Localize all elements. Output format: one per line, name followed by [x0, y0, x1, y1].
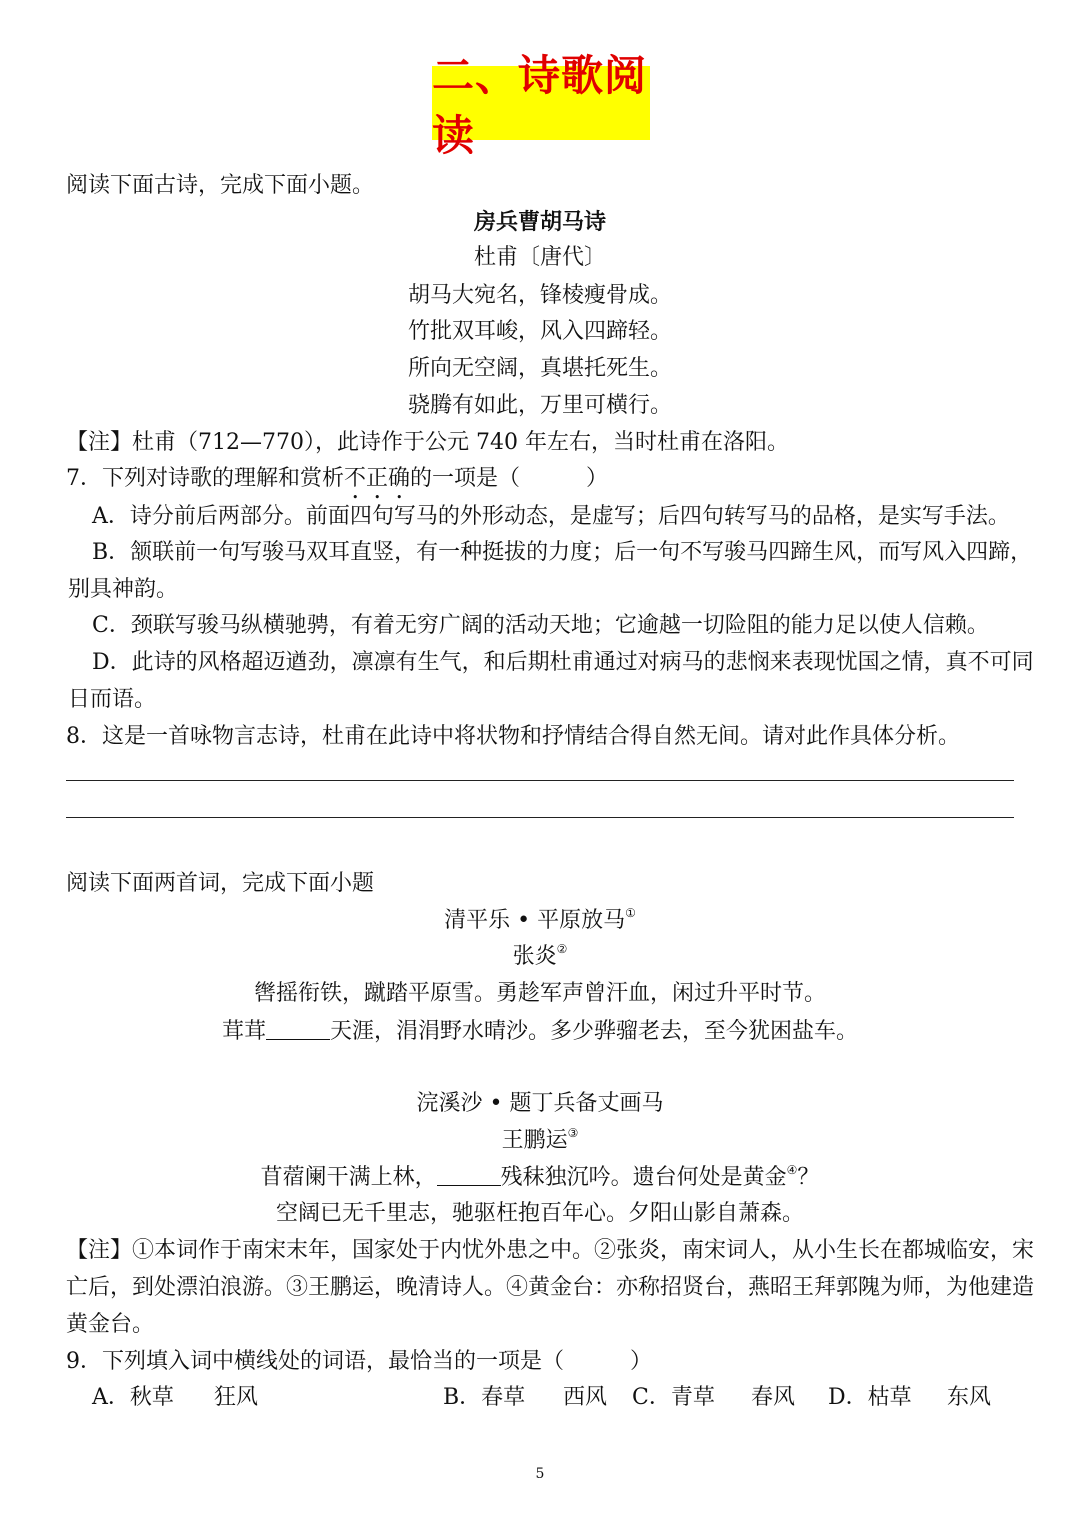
- answer-line: [66, 817, 1014, 818]
- ci-note-continued: 黄金台。: [66, 1312, 155, 1337]
- poem-author: 杜甫〔唐代〕: [473, 245, 606, 270]
- ci1-line: [0, 1017, 1080, 1047]
- choice-c-label: C．青草: [632, 1385, 715, 1410]
- page-number: 5: [535, 1466, 545, 1482]
- option-d-continued: 日而语。: [68, 687, 157, 712]
- question-7-stem-tail: 的一项是（ ）: [410, 466, 609, 491]
- choice-b-word: 西风: [563, 1385, 608, 1410]
- ci1-line: 辔摇衔铁，蹴踏平原雪。勇趁军声曾汗血，闲过升平时节。: [253, 981, 826, 1006]
- footnote-mark: ④: [786, 1163, 798, 1177]
- ci-note-continued: 亡后，到处漂泊浪游。③王鹏运，晚清诗人。④黄金台：亦称招贤台，燕昭王拜郭隗为师，为他建造: [66, 1275, 1035, 1300]
- poem-line: 骁腾有如此，万里可横行。: [407, 393, 672, 418]
- choice-c-word: 春风: [751, 1385, 796, 1410]
- choice-a-word: 狂风: [214, 1385, 259, 1410]
- option-c: C．颈联写骏马纵横驰骋，有着无穷广阔的活动天地；它逾越一切险阻的能力足以使人信赖。: [92, 613, 989, 638]
- option-b: B．颔联前一句写骏马双耳直竖，有一种挺拔的力度；后一句不写骏马四蹄生风，而写风入四蹄，: [92, 540, 1033, 565]
- footnote-mark: ②: [556, 942, 568, 956]
- part1-instruction: 阅读下面古诗，完成下面小题。: [66, 173, 375, 198]
- section-title-banner: [432, 51, 650, 160]
- ci2-line-end: ？: [797, 1165, 820, 1190]
- ci2-line-start: 苜蓿阑干满上林，: [260, 1165, 437, 1190]
- poem-title: 房兵曹胡马诗: [473, 209, 606, 235]
- poem-line: 竹批双耳峻，风入四蹄轻。: [407, 319, 672, 344]
- footnote-mark: ①: [625, 906, 636, 920]
- emphasis-text: 不正确: [344, 466, 411, 491]
- question-8: 8．这是一首咏物言志诗，杜甫在此诗中将状物和抒情结合得自然无间。请对此作具体分析。: [66, 724, 961, 749]
- poem-note: 【注】杜甫（712—770），此诗作于公元 740 年左右，当时杜甫在洛阳。: [66, 430, 789, 455]
- ci2-line: [0, 1163, 1080, 1193]
- ci1-line-start: 茸茸: [221, 1019, 266, 1044]
- ci2-author: [0, 1126, 1080, 1156]
- option-b-continued: 别具神韵。: [68, 577, 179, 602]
- section-title: 二、诗歌阅读: [432, 51, 648, 160]
- poem-line: 胡马大宛名，锋棱瘦骨成。: [407, 283, 672, 308]
- fill-blank: [437, 1163, 501, 1186]
- fill-blank: [266, 1017, 330, 1040]
- footnote-mark: ③: [567, 1126, 579, 1140]
- poem-line: 所向无空阔，真堪托死生。: [407, 356, 672, 381]
- question-7-stem: [66, 465, 608, 504]
- ci2-line: 空阔已无千里志，驰驱枉抱百年心。夕阳山影自萧森。: [275, 1201, 804, 1226]
- choice-b-label: B．春草: [443, 1385, 526, 1410]
- ci2-line-middle: 残秣独沉吟。遗台何处是黄金: [500, 1165, 787, 1190]
- ci1-author-text: 张炎: [512, 944, 557, 969]
- option-a: A．诗分前后两部分。前面四句写马的外形动态，是虚写；后四句转写马的品格，是实写手法。: [92, 504, 1010, 529]
- ci2-title: 浣溪沙 • 题丁兵备丈画马: [416, 1091, 664, 1116]
- ci-note: 【注】①本词作于南宋末年，国家处于内忧外患之中。②张炎，南宋词人，从小生长在都城临安，宋: [66, 1238, 1035, 1263]
- ci1-author: [0, 942, 1080, 972]
- question-7-stem-text: 7．下列对诗歌的理解和赏析: [66, 466, 344, 491]
- answer-line: [66, 780, 1014, 781]
- ci2-author-text: 王鹏运: [501, 1128, 568, 1153]
- option-d: D．此诗的风格超迈遒劲，凛凛有生气，和后期杜甫通过对病马的悲悯来表现忧国之情，真不可同: [92, 650, 1034, 675]
- question-9-stem: 9．下列填入词中横线处的词语，最恰当的一项是（ ）: [66, 1349, 652, 1374]
- part2-instruction: 阅读下面两首词，完成下面小题: [66, 871, 375, 896]
- choice-a-label: A．秋草: [92, 1385, 174, 1410]
- ci1-line-end: 天涯，涓涓野水晴沙。多少骅骝老去，至今犹困盐车。: [330, 1019, 859, 1044]
- ci1-title: [0, 906, 1080, 936]
- choice-d-label: D．枯草: [828, 1385, 912, 1410]
- ci1-title-text: 清平乐 • 平原放马: [444, 908, 626, 933]
- choice-d-word: 东风: [947, 1385, 992, 1410]
